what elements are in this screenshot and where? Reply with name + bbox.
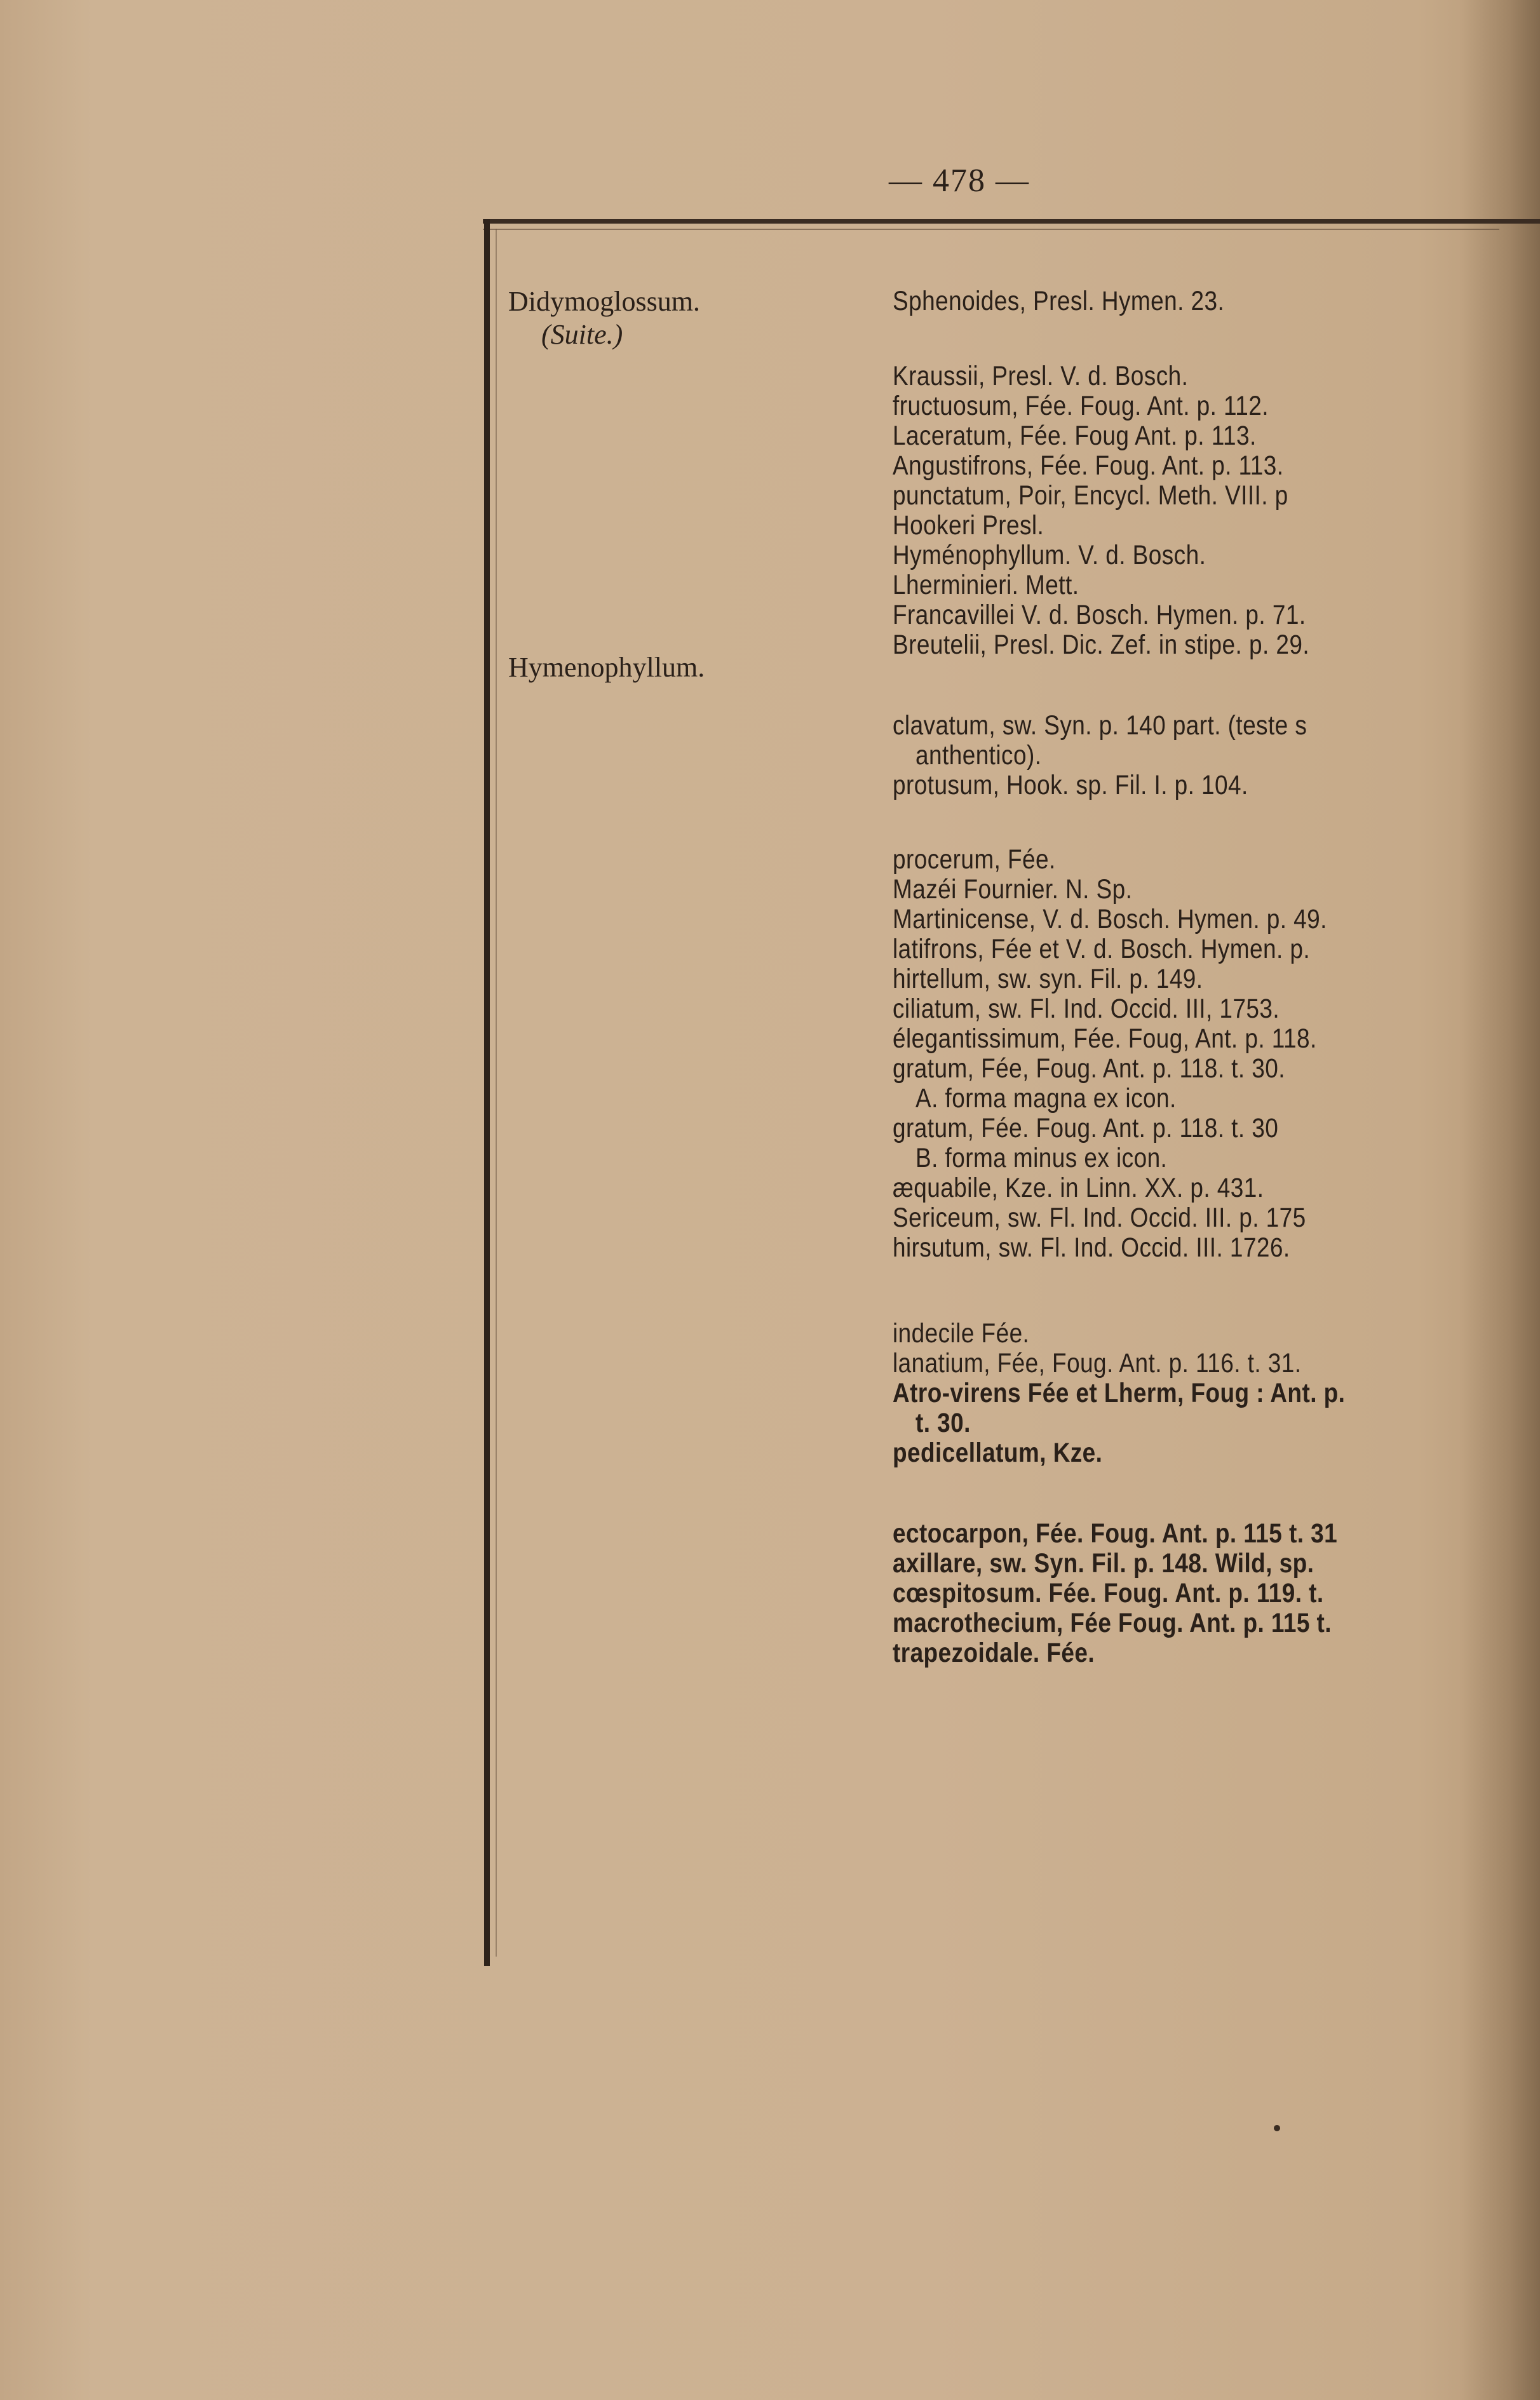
species-entry: procerum, Fée. — [893, 844, 1056, 875]
genus-label-hymenophyllum: Hymenophyllum. — [508, 652, 705, 683]
species-entry: t. 30. — [915, 1408, 971, 1438]
page-number: — 478 — — [889, 163, 1030, 199]
species-entry: fructuosum, Fée. Foug. Ant. p. 112. — [893, 391, 1269, 421]
species-entry: axillare, sw. Syn. Fil. p. 148. Wild, sp. — [893, 1548, 1314, 1579]
ink-speck — [1274, 2125, 1280, 2131]
species-entry: ciliatum, sw. Fl. Ind. Occid. III, 1753. — [893, 994, 1280, 1024]
species-entry: anthentico). — [915, 740, 1042, 771]
genus-sublabel-suite: (Suite.) — [541, 319, 623, 350]
species-entry: Martinicense, V. d. Bosch. Hymen. p. 49. — [893, 904, 1327, 934]
species-entry: A. forma magna ex icon. — [915, 1083, 1177, 1114]
species-entry: cœspitosum. Fée. Foug. Ant. p. 119. t. — [893, 1578, 1324, 1608]
left-rule — [484, 219, 490, 1966]
species-entry: Hookeri Presl. — [893, 510, 1044, 541]
species-entry: élegantissimum, Fée. Foug, Ant. p. 118. — [893, 1023, 1317, 1054]
species-entry: Lherminieri. Mett. — [893, 570, 1079, 600]
species-entry: Sericeum, sw. Fl. Ind. Occid. III. p. 175 — [893, 1203, 1306, 1233]
left-rule-thin — [496, 229, 497, 1957]
species-entry: Kraussii, Presl. V. d. Bosch. — [893, 361, 1189, 391]
species-entry: protusum, Hook. sp. Fil. I. p. 104. — [893, 770, 1248, 800]
species-entry: gratum, Fée, Foug. Ant. p. 118. t. 30. — [893, 1053, 1285, 1084]
species-entry: Atro-virens Fée et Lherm, Foug : Ant. p. — [893, 1378, 1346, 1408]
species-entry: B. forma minus ex icon. — [915, 1143, 1168, 1173]
species-entry: gratum, Fée. Foug. Ant. p. 118. t. 30 — [893, 1113, 1279, 1143]
species-entry: trapezoidale. Fée. — [893, 1638, 1095, 1668]
species-entry: Francavillei V. d. Bosch. Hymen. p. 71. — [893, 600, 1306, 630]
species-entry: pedicellatum, Kze. — [893, 1438, 1103, 1468]
species-entry: lanatium, Fée, Foug. Ant. p. 116. t. 31. — [893, 1348, 1302, 1379]
species-entry: Angustifrons, Fée. Foug. Ant. p. 113. — [893, 450, 1284, 481]
species-entry: Sphenoides, Presl. Hymen. 23. — [893, 286, 1225, 316]
species-entry: latifrons, Fée et V. d. Bosch. Hymen. p. — [893, 934, 1311, 964]
species-entry: Laceratum, Fée. Foug Ant. p. 113. — [893, 421, 1257, 451]
species-entry: ectocarpon, Fée. Foug. Ant. p. 115 t. 31 — [893, 1518, 1338, 1549]
species-entry: hirtellum, sw. syn. Fil. p. 149. — [893, 964, 1203, 994]
species-list — [893, 0, 1540, 2400]
species-entry: Hyménophyllum. V. d. Bosch. — [893, 540, 1206, 570]
species-entry: macrothecium, Fée Foug. Ant. p. 115 t. — [893, 1608, 1332, 1638]
species-entry: indecile Fée. — [893, 1318, 1030, 1349]
species-entry: hirsutum, sw. Fl. Ind. Occid. III. 1726. — [893, 1232, 1290, 1263]
species-entry: clavatum, sw. Syn. p. 140 part. (teste s — [893, 710, 1307, 741]
species-entry: æquabile, Kze. in Linn. XX. p. 431. — [893, 1173, 1264, 1203]
species-entry: Mazéi Fournier. N. Sp. — [893, 874, 1133, 905]
genus-label-didymoglossum: Didymoglossum. — [508, 286, 700, 317]
species-entry: punctatum, Poir, Encycl. Meth. VIII. p — [893, 480, 1288, 511]
species-entry: Breutelii, Presl. Dic. Zef. in stipe. p. 29. — [893, 630, 1310, 660]
